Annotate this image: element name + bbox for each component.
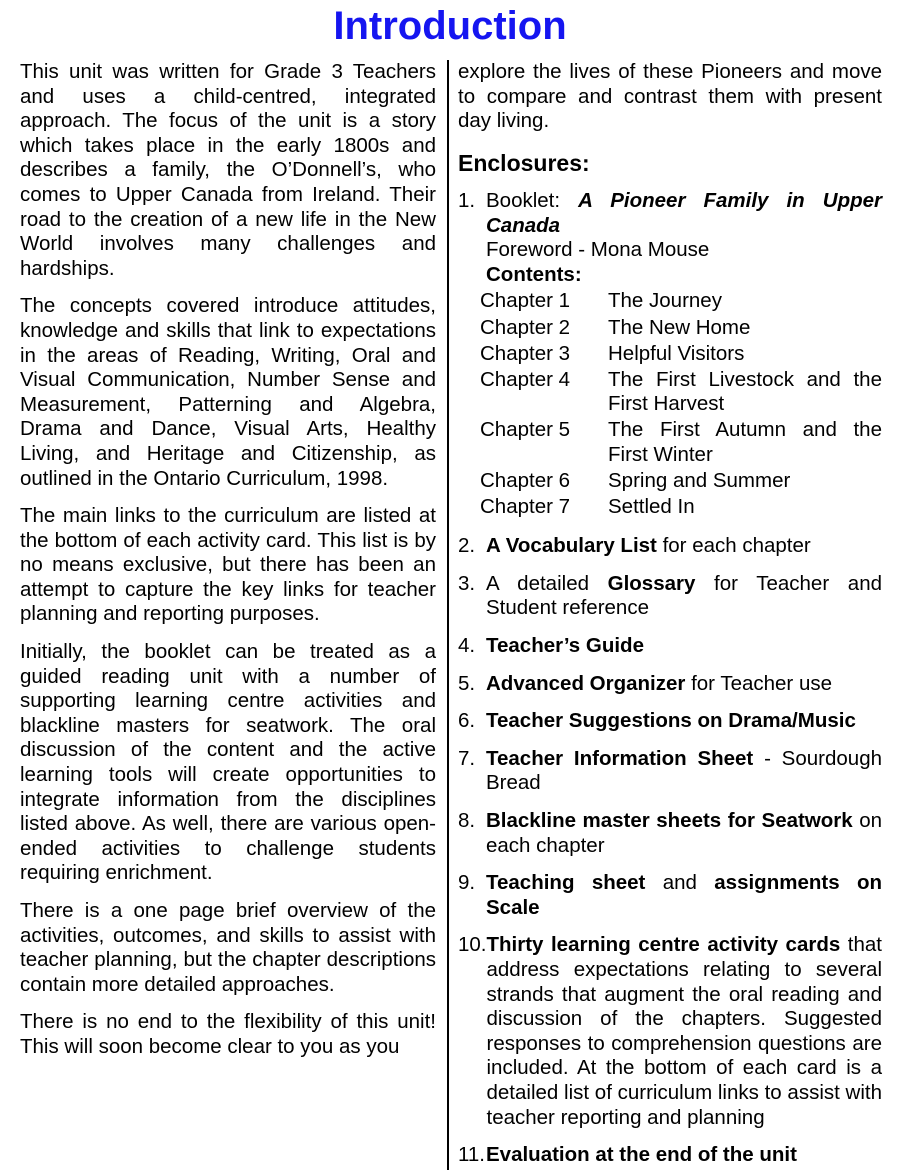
chapter-row (480, 495, 882, 520)
text-run: Teacher’s Guide (486, 634, 644, 658)
chapter-title: Settled In (608, 495, 695, 519)
chapter-row (480, 368, 882, 417)
enclosure-item (458, 709, 882, 734)
enclosure-item-number: 10. (458, 933, 487, 957)
enclosure-item-title-line (486, 871, 882, 920)
text-run: that address expectations relating to several strands that augment the oral reading and discussion of the chapters. Suggested responses to comprehension questions are included. At the bottom of each card is a detailed list of curriculum links to assist with teacher reporting and planning (486, 933, 882, 1129)
enclosure-item-number: 9. (458, 871, 476, 895)
text-run: A detailed (486, 571, 608, 595)
enclosure-item (458, 871, 882, 920)
enclosure-item-text (486, 871, 882, 920)
chapter-number-label: Chapter 3 (480, 341, 571, 365)
enclosure-item-text (486, 709, 882, 734)
intro-paragraph: explore the lives of these Pioneers and move to compare and contrast them with present day living. (458, 60, 882, 133)
enclosure-item (458, 933, 882, 1130)
text-run: Teacher Suggestions on Drama/Music (486, 709, 856, 733)
text-run: Glossary (607, 571, 696, 595)
text-run: assignments on Scale (486, 871, 882, 919)
two-column-layout (0, 60, 900, 1170)
enclosure-item-text (486, 809, 882, 858)
enclosure-item (458, 634, 882, 659)
enclosure-item-number: 3. (458, 571, 476, 595)
enclosure-item-text (486, 747, 882, 796)
enclosure-item (458, 189, 882, 521)
enclosure-item (458, 572, 882, 621)
page-title: Introduction (333, 4, 567, 48)
chapter-row (480, 418, 882, 467)
enclosure-item-number: 11. (458, 1143, 485, 1167)
text-run: for Teacher and Student reference (486, 571, 882, 620)
enclosure-item-number: 5. (458, 671, 476, 695)
enclosure-item-number: 1. (458, 189, 476, 213)
enclosure-item-title-line (486, 189, 882, 238)
chapter-title: The Journey (608, 289, 722, 313)
paragraph-5: There is a one page brief overview of the activities, outcomes, and skills to assist with teacher planning, but the chapter descriptions contain more detailed approaches. (20, 899, 436, 996)
enclosure-item-text (486, 672, 882, 697)
paragraph-4: Initially, the booklet can be treated as a guided reading unit with a number of supporting learning centre activities and blackline masters for seatwork. The oral discussion of the content and the active learning tools will create opportunities to integrate information from the disciplines listed above. As well, there are various open-ended activities to challenge students requiring enrichment. (20, 640, 436, 885)
chapter-list (480, 289, 882, 519)
enclosure-item-number: 2. (458, 534, 476, 558)
text-run: Advanced Organizer (486, 671, 686, 695)
enclosure-item-number: 6. (458, 709, 476, 733)
enclosure-item (458, 1143, 882, 1168)
text-run: Booklet: (486, 189, 579, 213)
chapter-title: The First Autumn and the First Winter (608, 418, 882, 467)
text-run: A Vocabulary List (486, 534, 657, 558)
paragraph-6: There is no end to the flexibility of this unit! This will soon become clear to you as you (20, 1010, 436, 1058)
enclosures-list (458, 189, 882, 1168)
enclosure-item-title-line (486, 534, 882, 559)
chapter-title: The First Livestock and the First Harvest (608, 367, 882, 416)
chapter-number-label: Chapter 6 (480, 469, 571, 493)
enclosure-item-text (486, 1143, 882, 1168)
enclosure-item-title-line (486, 1143, 882, 1168)
enclosure-item-title-line (486, 747, 882, 796)
text-run: and (645, 871, 715, 895)
enclosure-item (458, 672, 882, 697)
chapter-title: The New Home (608, 315, 751, 339)
enclosure-item-number: 8. (458, 809, 476, 833)
booklet-foreword: Foreword - Mona Mouse (486, 238, 710, 262)
text-run: A Pioneer Family in Upper Canada (486, 189, 882, 237)
chapter-row (480, 469, 882, 494)
text-run: - Sourdough Bread (486, 746, 882, 795)
chapter-row (480, 316, 882, 341)
text-run: Thirty learning centre activity cards (486, 933, 841, 957)
chapter-row (480, 342, 882, 367)
enclosure-item (458, 747, 882, 796)
enclosure-item-title-line (486, 572, 882, 621)
enclosure-item-title-line (487, 933, 883, 1130)
chapter-number-label: Chapter 5 (480, 418, 571, 442)
paragraph-1: This unit was written for Grade 3 Teachers and uses a child-centred, integrated approach. The focus of the unit is a story which takes place in the early 1800s and describes a family, the O’Donnell’s, who comes to Upper Canada from Ireland. Their road to the creation of a new life in the New World involves many challenges and hardships. (20, 60, 436, 280)
enclosure-item-title-line (486, 672, 882, 697)
paragraph-2: The concepts covered introduce attitudes, knowledge and skills that link to expectations in the areas of Reading, Writing, Oral and Visual Communication, Number Sense and Measurement, Patterning and Algebra, Drama and Dance, Visual Arts, Healthy Living, and Heritage and Citizenship, as outlined in the Ontario Curriculum, 1998. (20, 294, 436, 490)
enclosure-item-text (487, 933, 883, 1130)
text-run: for Teacher use (685, 671, 832, 695)
enclosure-item-title-line (486, 809, 882, 858)
enclosure-item (458, 534, 882, 559)
text-run: Blackline master sheets for Seatwork (486, 809, 853, 833)
enclosures-heading: Enclosures: (458, 149, 590, 176)
chapter-title: Spring and Summer (608, 469, 791, 493)
enclosure-item-number: 4. (458, 634, 476, 658)
text-run: Teaching sheet (486, 871, 646, 895)
paragraph-3: The main links to the curriculum are listed at the bottom of each activity card. This list is by no means exclusive, but there has been an attempt to capture the key links for teacher planning and reporting purposes. (20, 504, 436, 626)
enclosure-item-text (486, 572, 882, 621)
booklet-contents-label: Contents: (486, 262, 582, 286)
enclosure-item-text (486, 634, 882, 659)
left-column (20, 60, 449, 1170)
text-run: on each chapter (486, 809, 883, 857)
enclosure-item-number: 7. (458, 746, 476, 770)
right-column (449, 60, 882, 1170)
chapter-title: Helpful Visitors (608, 341, 745, 365)
text-run: for each chapter (656, 534, 811, 558)
enclosure-item (458, 809, 882, 858)
enclosure-item-title-line (486, 634, 882, 659)
enclosure-item-text (480, 189, 882, 521)
chapter-number-label: Chapter 7 (480, 495, 571, 519)
text-run: Evaluation at the end of the unit (486, 1143, 797, 1167)
chapter-number-label: Chapter 4 (480, 367, 571, 391)
text-run: Teacher Information Sheet (486, 746, 754, 770)
chapter-number-label: Chapter 1 (480, 289, 571, 313)
chapter-number-label: Chapter 2 (480, 315, 571, 339)
chapter-row (480, 289, 882, 314)
enclosure-item-text (486, 534, 882, 559)
enclosure-item-title-line (486, 709, 882, 734)
